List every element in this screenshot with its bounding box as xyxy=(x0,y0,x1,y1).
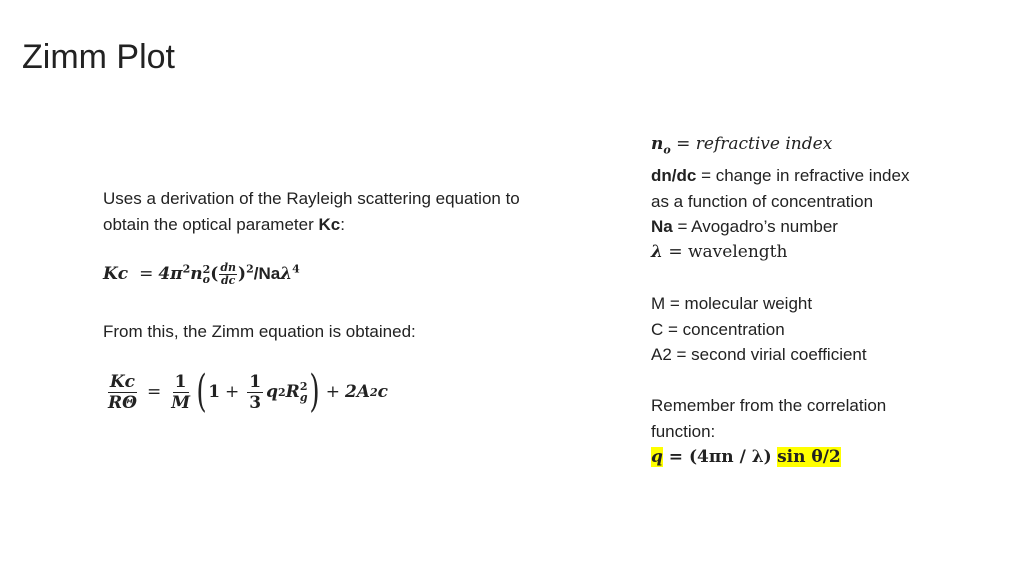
kc-lambda: λ xyxy=(280,264,293,284)
q-sin: sin θ/2 xyxy=(777,446,841,467)
def-a2: A2 = second virial coefficient xyxy=(651,345,867,365)
zimm-third-den: 3 xyxy=(249,392,262,413)
def-na-label: Na xyxy=(651,217,673,237)
def-lambda xyxy=(651,240,931,266)
zimm-q: q xyxy=(266,382,279,402)
remember-text: Remember from the correlation function: xyxy=(651,396,887,441)
def-no-symbol: n xyxy=(651,134,664,154)
kc-paren-exp: 2 xyxy=(246,262,254,276)
left-paren: ( xyxy=(196,366,207,417)
zimm-a2: 2A xyxy=(344,382,370,402)
q-eq: = (4πn / λ) xyxy=(662,446,772,467)
def-no xyxy=(651,132,931,163)
kc-n: n xyxy=(190,264,203,284)
kc-coef: 4π xyxy=(158,264,183,284)
intro-paragraph xyxy=(103,186,523,238)
slide-title: Zimm Plot xyxy=(22,38,175,76)
kc-equation: $Kc = 4\pi^2n$ 2 o ( $\frac{dn}{dc}$ )$^2$/Naλ$^4$ xyxy=(103,261,300,287)
def-lambda-symbol: λ xyxy=(651,241,663,262)
zimm-inverse-m xyxy=(169,372,192,413)
kc-coef-exp: 2 xyxy=(182,262,191,276)
intro-kc: Kc xyxy=(318,215,341,234)
def-dndc xyxy=(651,163,931,214)
def-dndc-text: = change in refractive index as a function of concentration xyxy=(651,165,910,211)
zimm-r-sub: g xyxy=(299,391,308,404)
zimm-lhs-den: RΘ xyxy=(108,392,137,413)
kc-dndc-fraction xyxy=(219,262,237,287)
zimm-one-num: 1 xyxy=(174,371,187,392)
zimm-lhs-fraction xyxy=(106,372,139,413)
zimm-a2-sub: 2 xyxy=(369,385,378,399)
kc-lhs: Kc xyxy=(103,264,129,284)
kc-dn: dn xyxy=(220,261,237,274)
zimm-plus: + xyxy=(225,382,240,402)
kc-dc: dc xyxy=(220,274,236,287)
def-no-sub: o xyxy=(663,143,671,157)
zimm-equation xyxy=(103,366,388,417)
def-m: M = molecular weight xyxy=(651,293,813,313)
kc-n-sub: o xyxy=(202,272,210,286)
kc-lambda-exp: 4 xyxy=(292,262,300,276)
def-c: C = concentration xyxy=(651,319,785,339)
zimm-c: c xyxy=(377,382,388,402)
zimm-intro: From this, the Zimm equation is obtained: xyxy=(103,322,416,341)
zimm-plus2: + xyxy=(325,382,340,402)
def-lambda-text: = wavelength xyxy=(662,241,788,262)
kc-equals: = xyxy=(139,264,154,284)
kc-n-sup: 2 xyxy=(202,262,211,276)
zimm-lhs-num: Kc xyxy=(109,371,136,392)
zimm-m-den: M xyxy=(171,392,191,413)
zimm-one: 1 xyxy=(208,382,221,402)
right-paren: ) xyxy=(308,366,320,417)
q-equation xyxy=(651,445,931,471)
zimm-q-exp: 2 xyxy=(278,385,286,399)
def-no-text: = refractive index xyxy=(670,134,833,154)
kc-tail: /Na xyxy=(253,264,281,283)
zimm-r: R xyxy=(285,382,300,402)
def-na-text: = Avogadro’s number xyxy=(672,217,838,237)
zimm-r-exp: 2 xyxy=(299,380,308,393)
zimm-third xyxy=(247,372,263,413)
zimm-equals: = xyxy=(146,382,162,402)
definitions-panel xyxy=(651,132,931,470)
zimm-third-num: 1 xyxy=(249,371,262,392)
q-symbol: q xyxy=(651,446,663,467)
intro-text: Uses a derivation of the Rayleigh scattering equation to obtain the optical parameter xyxy=(103,189,520,234)
intro-colon: : xyxy=(340,215,345,234)
def-na xyxy=(651,214,931,240)
def-dndc-label: dn/dc xyxy=(651,165,697,185)
